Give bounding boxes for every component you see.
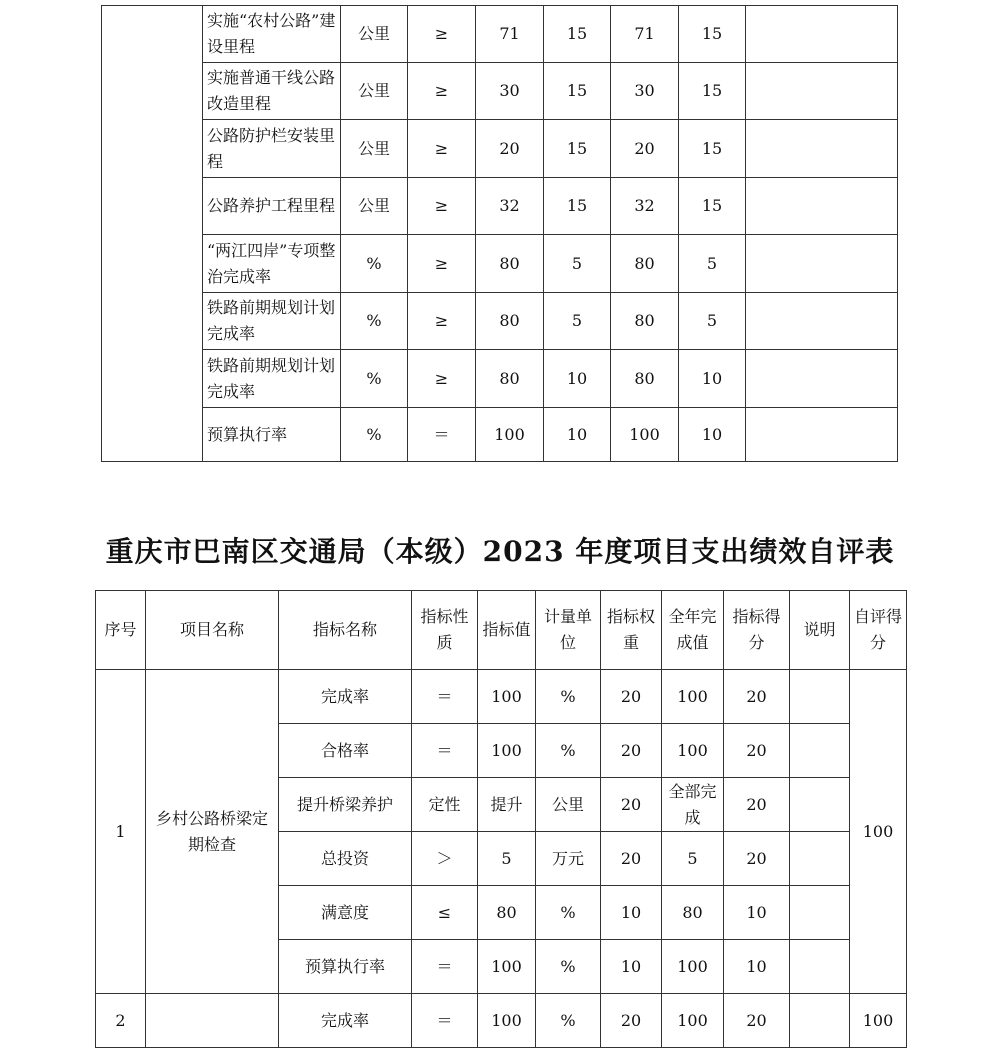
table-row [96, 670, 907, 724]
score-cell: 15 [679, 6, 746, 63]
note-cell [746, 350, 898, 408]
actual-cell: 32 [611, 178, 679, 235]
actual-cell: 80 [611, 350, 679, 408]
weight-cell: 15 [544, 178, 611, 235]
indicator-name: 提升桥梁养护 [279, 778, 412, 832]
actual-cell: 100 [611, 408, 679, 462]
weight-cell: 15 [544, 120, 611, 178]
score-cell: 10 [679, 408, 746, 462]
actual-cell: 20 [611, 120, 679, 178]
indicator-name: 公路防护栏安装里程 [203, 120, 341, 178]
unit-cell: % [536, 940, 601, 994]
table-row [102, 6, 898, 63]
indicator-name: 完成率 [279, 670, 412, 724]
unit-cell: % [341, 235, 408, 293]
score-cell: 15 [679, 63, 746, 120]
indicator-name: 铁路前期规划计划完成率 [203, 350, 341, 408]
header-weight: 指标权重 [601, 591, 662, 670]
unit-cell: 公里 [341, 178, 408, 235]
score-cell: 15 [679, 120, 746, 178]
actual-cell: 80 [611, 293, 679, 350]
nature-cell: ≥ [408, 6, 476, 63]
note-cell [746, 6, 898, 63]
actual-cell: 71 [611, 6, 679, 63]
nature-cell: ＝ [412, 940, 478, 994]
performance-table [95, 590, 907, 1048]
indicator-name: 总投资 [279, 832, 412, 886]
actual-cell: 100 [662, 940, 724, 994]
weight-cell: 5 [544, 235, 611, 293]
value-cell: 80 [476, 293, 544, 350]
indicator-name: “两江四岸”专项整治完成率 [203, 235, 341, 293]
weight-cell: 10 [601, 940, 662, 994]
value-cell: 100 [476, 408, 544, 462]
header-score: 指标得分 [724, 591, 790, 670]
note-cell [746, 408, 898, 462]
actual-cell: 5 [662, 832, 724, 886]
note-cell [746, 120, 898, 178]
header-unit: 计量单位 [536, 591, 601, 670]
unit-cell: % [341, 408, 408, 462]
nature-cell: ≥ [408, 293, 476, 350]
indicator-name: 实施普通干线公路改造里程 [203, 63, 341, 120]
weight-cell: 20 [601, 994, 662, 1048]
unit-cell: % [536, 724, 601, 778]
unit-cell: % [536, 886, 601, 940]
self-score: 100 [850, 670, 907, 994]
weight-cell: 10 [601, 886, 662, 940]
note-cell [746, 293, 898, 350]
note-cell [790, 994, 850, 1048]
unit-cell: % [536, 670, 601, 724]
header-nature: 指标性质 [412, 591, 478, 670]
value-cell: 5 [478, 832, 536, 886]
weight-cell: 15 [544, 63, 611, 120]
unit-cell: % [536, 994, 601, 1048]
header-value: 指标值 [478, 591, 536, 670]
value-cell: 30 [476, 63, 544, 120]
table-row [102, 235, 898, 293]
score-cell: 10 [724, 886, 790, 940]
weight-cell: 10 [544, 350, 611, 408]
value-cell: 100 [478, 670, 536, 724]
note-cell [790, 670, 850, 724]
weight-cell: 20 [601, 670, 662, 724]
note-cell [790, 724, 850, 778]
value-cell: 100 [478, 724, 536, 778]
unit-cell: 公里 [536, 778, 601, 832]
weight-cell: 10 [544, 408, 611, 462]
actual-cell: 全部完成 [662, 778, 724, 832]
header-self-score: 自评得分 [850, 591, 907, 670]
indicator-name: 铁路前期规划计划完成率 [203, 293, 341, 350]
self-score: 100 [850, 994, 907, 1048]
indicator-name: 预算执行率 [279, 940, 412, 994]
nature-cell: ≥ [408, 235, 476, 293]
indicator-name: 预算执行率 [203, 408, 341, 462]
value-cell: 80 [476, 235, 544, 293]
merged-blank-cell [102, 6, 203, 462]
header-note: 说明 [790, 591, 850, 670]
actual-cell: 100 [662, 670, 724, 724]
table-row [102, 350, 898, 408]
note-cell [790, 832, 850, 886]
weight-cell: 20 [601, 778, 662, 832]
actual-cell: 30 [611, 63, 679, 120]
nature-cell: ＝ [408, 408, 476, 462]
table-row [102, 63, 898, 120]
nature-cell: ＝ [412, 994, 478, 1048]
value-cell: 71 [476, 6, 544, 63]
nature-cell: ≥ [408, 350, 476, 408]
project-seq: 1 [96, 670, 146, 994]
actual-cell: 100 [662, 994, 724, 1048]
score-cell: 5 [679, 235, 746, 293]
actual-cell: 80 [662, 886, 724, 940]
value-cell: 80 [478, 886, 536, 940]
score-cell: 5 [679, 293, 746, 350]
nature-cell: ＞ [412, 832, 478, 886]
weight-cell: 20 [601, 832, 662, 886]
score-cell: 10 [679, 350, 746, 408]
value-cell: 100 [478, 940, 536, 994]
note-cell [746, 235, 898, 293]
actual-cell: 80 [611, 235, 679, 293]
table-row [102, 408, 898, 462]
indicator-name: 满意度 [279, 886, 412, 940]
score-cell: 20 [724, 670, 790, 724]
value-cell: 32 [476, 178, 544, 235]
value-cell: 80 [476, 350, 544, 408]
page-title: 重庆市巴南区交通局（本级）2023 年度项目支出绩效自评表 [105, 535, 895, 568]
table-row [96, 994, 907, 1048]
weight-cell: 15 [544, 6, 611, 63]
table-row [102, 293, 898, 350]
weight-cell: 5 [544, 293, 611, 350]
nature-cell: ≥ [408, 120, 476, 178]
note-cell [790, 886, 850, 940]
unit-cell: 公里 [341, 120, 408, 178]
project-name [146, 994, 279, 1048]
indicator-name: 实施“农村公路”建设里程 [203, 6, 341, 63]
indicator-name: 合格率 [279, 724, 412, 778]
nature-cell: 定性 [412, 778, 478, 832]
project-seq: 2 [96, 994, 146, 1048]
value-cell: 20 [476, 120, 544, 178]
score-cell: 20 [724, 778, 790, 832]
table-row [102, 120, 898, 178]
nature-cell: ≥ [408, 178, 476, 235]
unit-cell: % [341, 293, 408, 350]
value-cell: 100 [478, 994, 536, 1048]
note-cell [746, 178, 898, 235]
score-cell: 15 [679, 178, 746, 235]
nature-cell: ＝ [412, 724, 478, 778]
score-cell: 20 [724, 724, 790, 778]
actual-cell: 100 [662, 724, 724, 778]
header-indicator: 指标名称 [279, 591, 412, 670]
project-name: 乡村公路桥梁定期检查 [146, 670, 279, 994]
value-cell: 提升 [478, 778, 536, 832]
note-cell [790, 940, 850, 994]
table-row [102, 178, 898, 235]
score-cell: 20 [724, 832, 790, 886]
unit-cell: 公里 [341, 63, 408, 120]
table-header-row [96, 591, 907, 670]
note-cell [790, 778, 850, 832]
nature-cell: ≥ [408, 63, 476, 120]
unit-cell: 万元 [536, 832, 601, 886]
score-cell: 20 [724, 994, 790, 1048]
indicator-name: 公路养护工程里程 [203, 178, 341, 235]
unit-cell: % [341, 350, 408, 408]
score-cell: 10 [724, 940, 790, 994]
note-cell [746, 63, 898, 120]
header-seq: 序号 [96, 591, 146, 670]
nature-cell: ＝ [412, 670, 478, 724]
nature-cell: ≤ [412, 886, 478, 940]
top-continuation-table [101, 5, 898, 462]
weight-cell: 20 [601, 724, 662, 778]
header-actual: 全年完成值 [662, 591, 724, 670]
header-project: 项目名称 [146, 591, 279, 670]
indicator-name: 完成率 [279, 994, 412, 1048]
unit-cell: 公里 [341, 6, 408, 63]
